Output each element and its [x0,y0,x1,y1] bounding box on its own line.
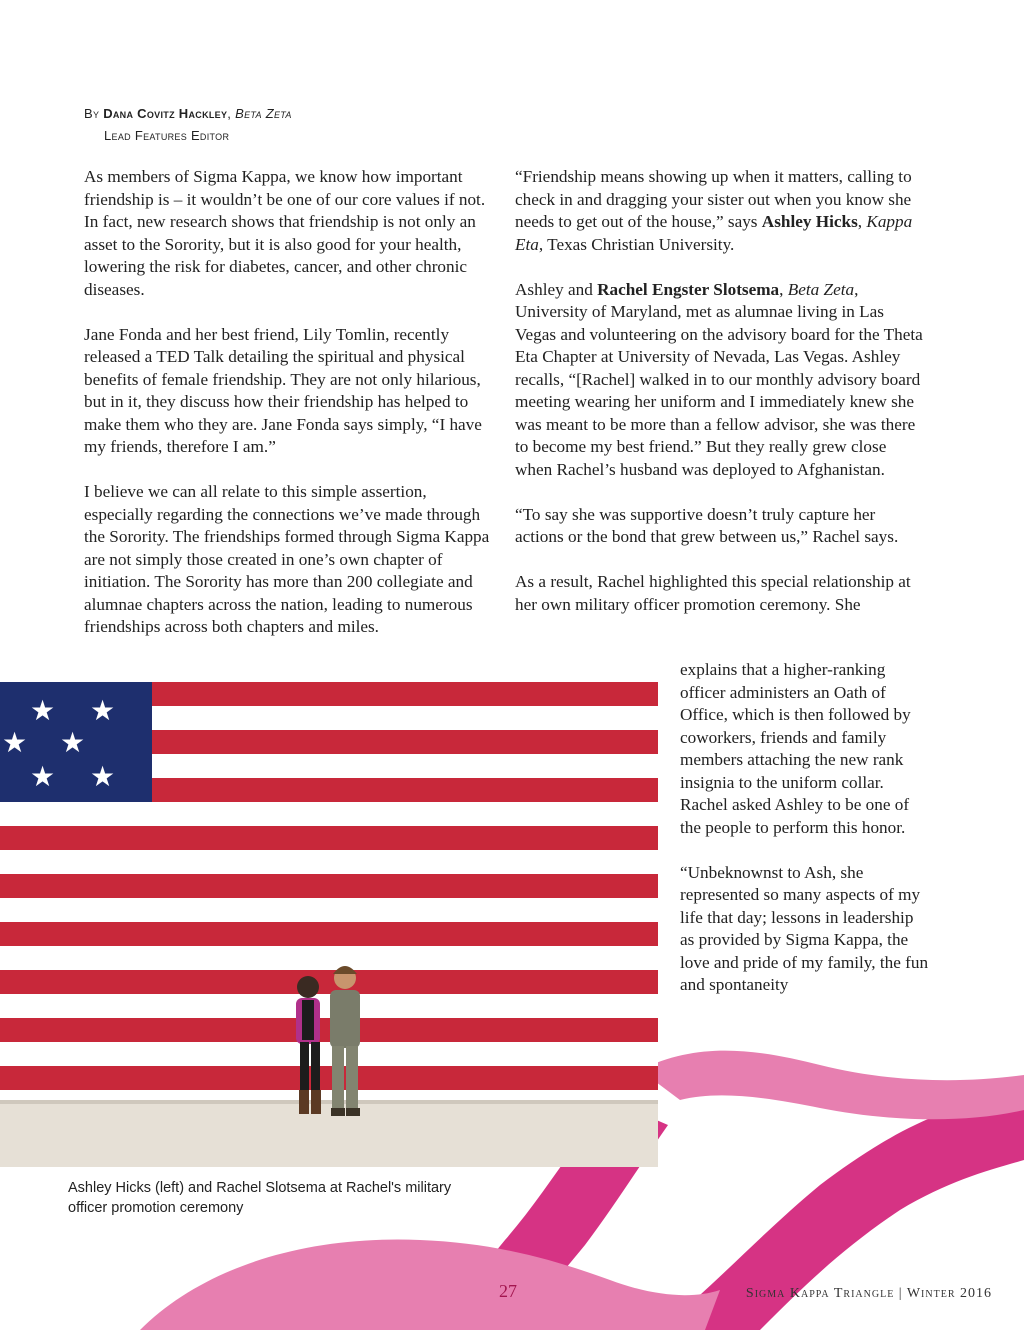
paragraph: As members of Sigma Kappa, we know how important friendship is – it wouldn’t be one of our core values if not. In fact, new research shows that friendship is not only an asset to the Sorority, but it is also good for your health, lowering the risk for diabetes, cancer, and other chronic diseases. [84,167,486,299]
svg-text:★: ★ [30,760,56,793]
person-name: Rachel Engster Slotsema [597,279,780,299]
text-run: , [779,279,788,299]
paragraph: “Unbeknownst to Ash, she represented so many aspects of my life that day; lessons in leadership as provided by Sigma Kappa, the love and pride of my family, the fun and spontaneity [680,862,929,994]
byline [84,106,292,121]
ceremony-photo [0,682,658,1167]
person-name: Ashley Hicks [761,212,858,231]
ribbon-front-strand [640,1051,1024,1120]
page-number: 27 [499,1281,517,1301]
svg-text:★: ★ [60,726,86,759]
byline-role: Lead Features Editor [104,128,230,143]
byline-prefix: By [84,106,104,121]
byline-separator: , [227,106,236,121]
chapter-name: Beta Zeta [787,279,855,299]
text-run: Ashley and [515,279,598,299]
paragraph: explains that a higher-ranking officer administers an Oath of Office, which is then followed by coworkers, friends and family members attaching the new rank insignia to the uniform collar. Rachel asked Ashley to be one of the people to perform this honor. [680,660,911,837]
hangar-floor [0,1102,658,1167]
publication-footer: Sigma Kappa Triangle | Winter 2016 [745,1286,992,1301]
article-column-3 [680,659,930,1019]
byline-author: Dana Covitz Hackley [103,106,228,121]
text-run: “Friendship means showing up when it matters, calling to check in and dragging your sister out when you know she needs to get out of the house,” says [515,167,912,231]
svg-text:★: ★ [30,694,56,727]
photo-caption: Ashley Hicks (left) and Rachel Slotsema at Rachel's military officer promotion ceremony [68,1180,452,1216]
article-column-1 [84,166,496,661]
byline-chapter: Beta Zeta [235,106,292,121]
paragraph [515,279,927,482]
paragraph: I believe we can all relate to this simple assertion, especially regarding the connections we’ve made through the Sorority. The friendships formed through Sigma Kappa are not simply those created in one’s own chapter of initiation. The Sorority has more than 200 collegiate and alumnae chapters across the nation, leading to numerous friendships across both chapters and miles. [84,482,490,636]
text-run: , [857,212,867,231]
paragraph [515,166,927,256]
article-column-2 [515,166,927,639]
paragraph: Jane Fonda and her best friend, Lily Tomlin, recently released a TED Talk detailing the spiritual and physical benefits of female friendship. They are not only hilarious, but in it, they discuss how their friendship has helped to make them who they are. Jane Fonda says simply, “I have my friends, therefore I am.” [84,324,482,456]
ribbon-sweep-strand [140,1240,720,1330]
svg-text:★: ★ [90,760,116,793]
svg-text:★: ★ [90,694,116,727]
paragraph: “To say she was supportive doesn’t truly capture her actions or the bond that grew between us,” Rachel says. [515,504,899,546]
svg-text:★: ★ [2,726,28,759]
text-run: , University of Maryland, met as alumnae living in Las Vegas and volunteering on the advisory board for the Theta Eta Chapter at University of Nevada, Las Vegas. Ashley recalls, “[Rachel] walked in to our monthly advisory board meeting wearing her uniform and I immediately knew she was meant to be more than a fellow advisor, she was there to become my best friend.” But they really grew close when Rachel’s husband was deployed to Afghanistan. [515,279,923,479]
paragraph: As a result, Rachel highlighted this special relationship at her own military officer promotion ceremony. She [515,572,911,614]
text-run: , Texas Christian University. [538,234,735,254]
chapter-name: Kappa Eta [515,212,913,254]
